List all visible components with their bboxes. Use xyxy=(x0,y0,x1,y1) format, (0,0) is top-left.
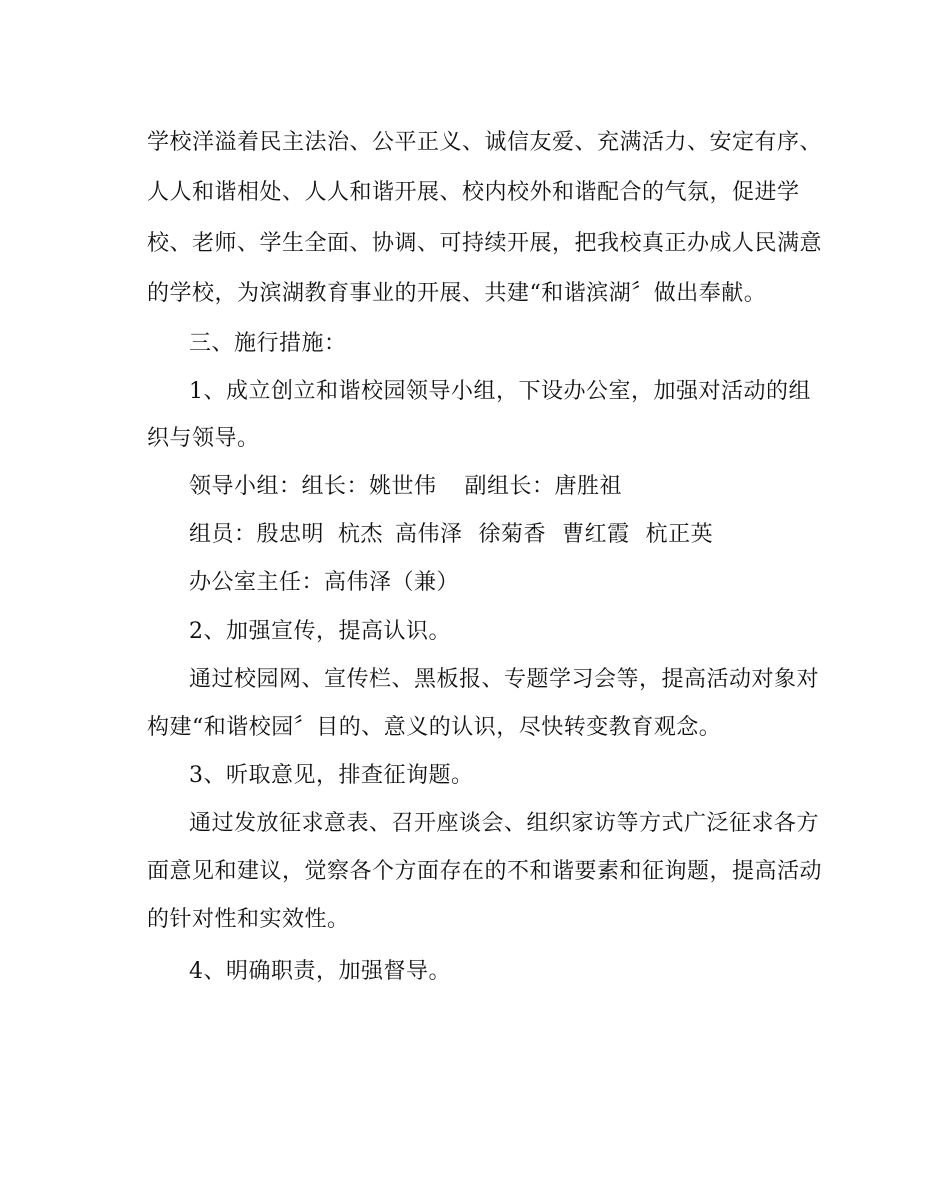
members-line xyxy=(189,520,713,550)
leader-label: 领导小组：组长：姚世伟 xyxy=(189,474,437,499)
item-2-text-1: 通过校园网、宣传栏、黑板报、专题学习会等，提高活动对象对 xyxy=(189,667,820,692)
text-line-4: 的学校，为滨湖教育事业的开展、共建“和谐滨湖〞做出奉献。 xyxy=(147,281,767,306)
deputy-leader-label: 副组长：唐胜祖 xyxy=(464,474,623,499)
text-line-3: 校、老师、学生全面、协调、可持续开展，把我校真正办成人民满意 xyxy=(147,231,823,256)
item-1-heading-cont: 织与领导。 xyxy=(147,426,260,451)
member-4: 徐菊香 xyxy=(478,522,547,547)
text-line-1: 学校洋溢着民主法治、公平正义、诚信友爱、充满活力、安定有序、 xyxy=(147,130,823,155)
item-3-text-2: 面意见和建议，觉察各个方面存在的不和谐要素和征询题，提高活动 xyxy=(147,859,823,884)
item-4-heading: 4、明确职责，加强督导。 xyxy=(189,959,451,984)
text-line-2: 人人和谐相处、人人和谐开展、校内校外和谐配合的气氛，促进学 xyxy=(147,180,800,205)
item-2-heading: 2、加强宣传，提高认识。 xyxy=(189,619,451,644)
member-1: 组员：殷忠明 xyxy=(189,522,325,547)
item-1-heading: 1、成立创立和谐校园领导小组，下设办公室，加强对活动的组 xyxy=(189,379,811,404)
item-2-text-2: 构建“和谐校园〞目的、意义的认识，尽快转变教育观念。 xyxy=(147,715,722,740)
member-3: 高伟泽 xyxy=(395,522,463,547)
item-3-heading: 3、听取意见，排查征询题。 xyxy=(189,763,474,788)
item-3-text-1: 通过发放征求意表、召开座谈会、组织家访等方式广泛征求各方 xyxy=(189,811,820,836)
office-director-line: 办公室主任：高伟泽（兼） xyxy=(189,570,460,595)
leadership-line xyxy=(189,472,622,502)
member-5: 曹红霞 xyxy=(562,522,630,547)
section-heading-measures: 三、施行措施： xyxy=(189,331,347,356)
member-6: 杭正英 xyxy=(645,522,714,547)
member-2: 杭杰 xyxy=(338,522,384,547)
item-3-text-3: 的针对性和实效性。 xyxy=(147,907,350,932)
